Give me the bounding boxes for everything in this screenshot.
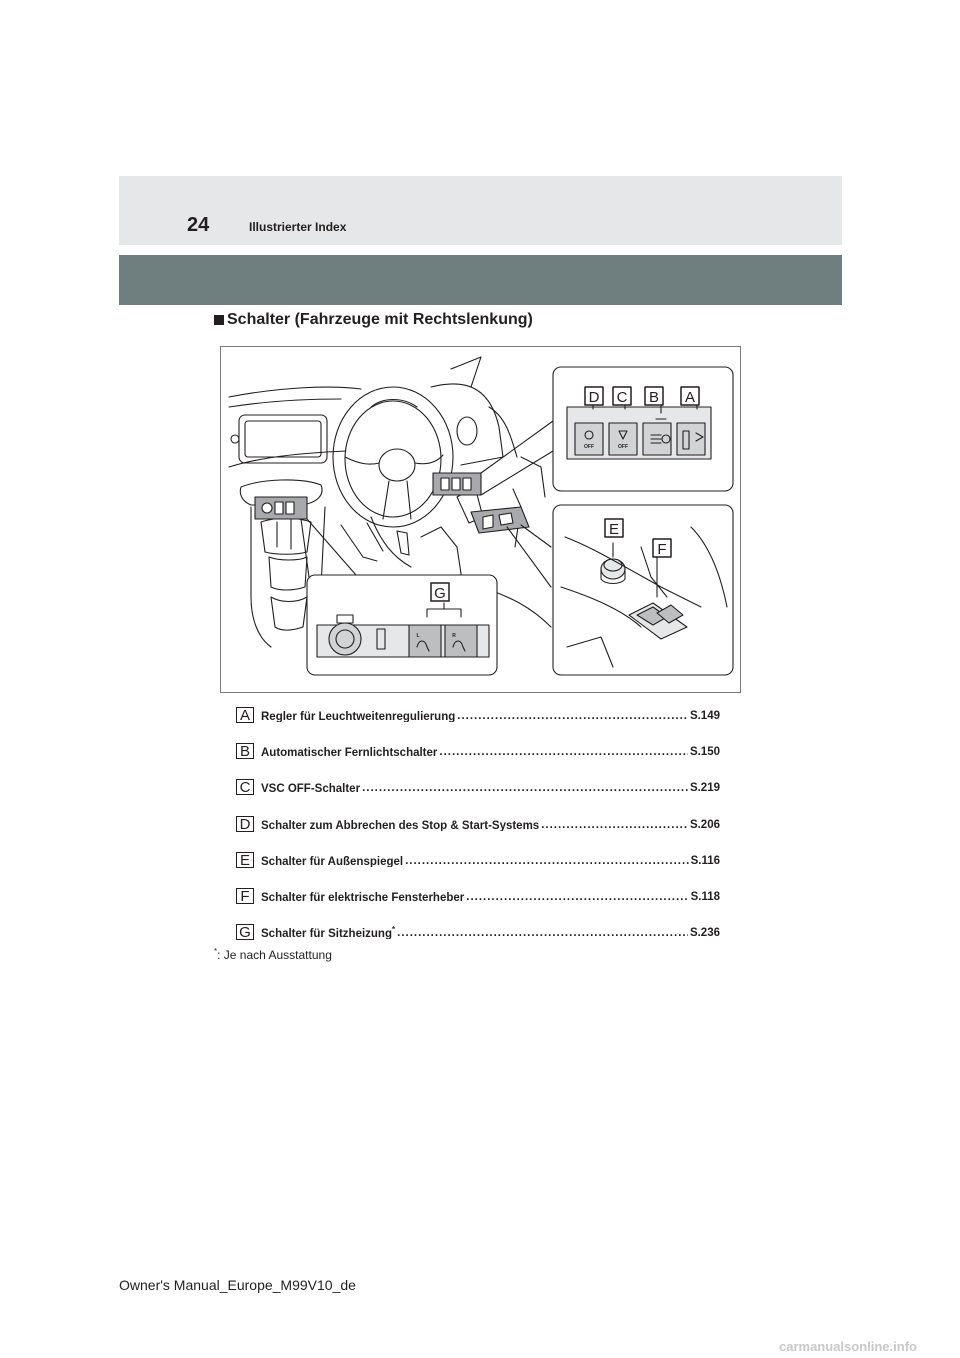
legend-item <box>236 922 720 942</box>
switch-icon-text: OFF <box>618 444 628 450</box>
section-title: Illustrierter Index <box>249 220 347 234</box>
legend-item <box>236 850 720 870</box>
subheading-text: Schalter (Fahrzeuge mit Rechtslenkung) <box>227 311 533 328</box>
callout-panel-g <box>307 575 497 675</box>
leader-dots <box>439 746 688 758</box>
seat-heater-right-text: R <box>452 633 456 639</box>
leader-dots <box>457 710 688 722</box>
leader-dots <box>541 819 688 831</box>
legend-letter: D <box>236 816 254 832</box>
footnote <box>214 947 332 962</box>
legend-label <box>261 780 360 795</box>
callout-b: B <box>648 389 660 406</box>
legend-entry <box>261 817 720 832</box>
callout-panel-ef <box>553 505 733 675</box>
legend-label-text: Schalter für elektrische Fensterheber <box>261 891 465 904</box>
callout-e: E <box>608 521 620 538</box>
callout-c: C <box>616 389 628 406</box>
dashboard-illustration <box>220 346 741 693</box>
leader-dots <box>362 782 688 794</box>
page-reference[interactable]: S.219 <box>689 782 720 795</box>
legend-letter: A <box>236 707 254 723</box>
callout-f: F <box>657 541 667 558</box>
legend-label-text: Schalter für Außenspiegel <box>261 855 404 868</box>
legend-label <box>261 708 455 723</box>
legend-label <box>261 817 539 832</box>
legend-letter: E <box>236 852 254 868</box>
legend-entry <box>261 853 720 868</box>
page-reference[interactable]: S.206 <box>689 819 720 832</box>
legend-label-text: Schalter für Sitzheizung <box>261 927 392 940</box>
leader-dots <box>397 927 688 939</box>
legend-label <box>261 889 464 904</box>
square-bullet-icon <box>214 315 224 325</box>
footnote-text: : Je nach Ausstattung <box>217 948 332 962</box>
legend-entry <box>261 708 720 723</box>
page-number: 24 <box>187 214 210 236</box>
callout-a: A <box>684 389 696 406</box>
legend-letter: F <box>236 888 254 904</box>
legend-entry <box>261 780 720 795</box>
legend-letter: B <box>236 743 254 759</box>
callout-g: G <box>434 585 446 602</box>
legend-letter: G <box>236 924 254 940</box>
title-band <box>119 255 842 305</box>
legend-entry <box>261 925 720 940</box>
page-reference[interactable]: S.116 <box>690 855 720 868</box>
legend-label-text: Automatischer Fernlichtschalter <box>261 746 438 759</box>
legend-label-sup: * <box>392 924 396 934</box>
legend-entry <box>261 744 720 759</box>
legend-letter: C <box>236 779 254 795</box>
legend-label-text: VSC OFF-Schalter <box>261 782 361 795</box>
callout-d: D <box>588 389 600 406</box>
legend-item <box>236 705 720 725</box>
legend-item <box>236 777 720 797</box>
legend-item <box>236 741 720 761</box>
page-reference[interactable]: S.118 <box>690 891 720 904</box>
legend-label-text: Regler für Leuchtweitenregulierung <box>261 710 456 723</box>
footer-text: Owner's Manual_Europe_M99V10_de <box>119 1277 356 1293</box>
footnote-marker: * <box>214 947 218 956</box>
legend-label-text: Schalter zum Abbrechen des Stop & Start-Systems <box>261 819 540 832</box>
legend-label <box>261 853 403 868</box>
page-reference[interactable]: S.150 <box>689 746 720 759</box>
callout-panel-abcd <box>553 367 733 491</box>
page-reference[interactable]: S.236 <box>689 927 720 940</box>
watermark: carmanualsonline.info <box>779 1339 917 1354</box>
leader-dots <box>405 855 689 867</box>
legend-item <box>236 814 720 834</box>
subheading <box>214 311 533 329</box>
legend-label <box>261 925 395 940</box>
legend-entry <box>261 889 720 904</box>
leader-dots <box>466 891 688 903</box>
seat-heater-left-text: L <box>416 633 420 639</box>
page-reference[interactable]: S.149 <box>689 710 720 723</box>
legend-item <box>236 886 720 906</box>
legend-label <box>261 744 437 759</box>
header-band <box>119 176 842 245</box>
switch-icon-text: OFF <box>584 444 594 450</box>
